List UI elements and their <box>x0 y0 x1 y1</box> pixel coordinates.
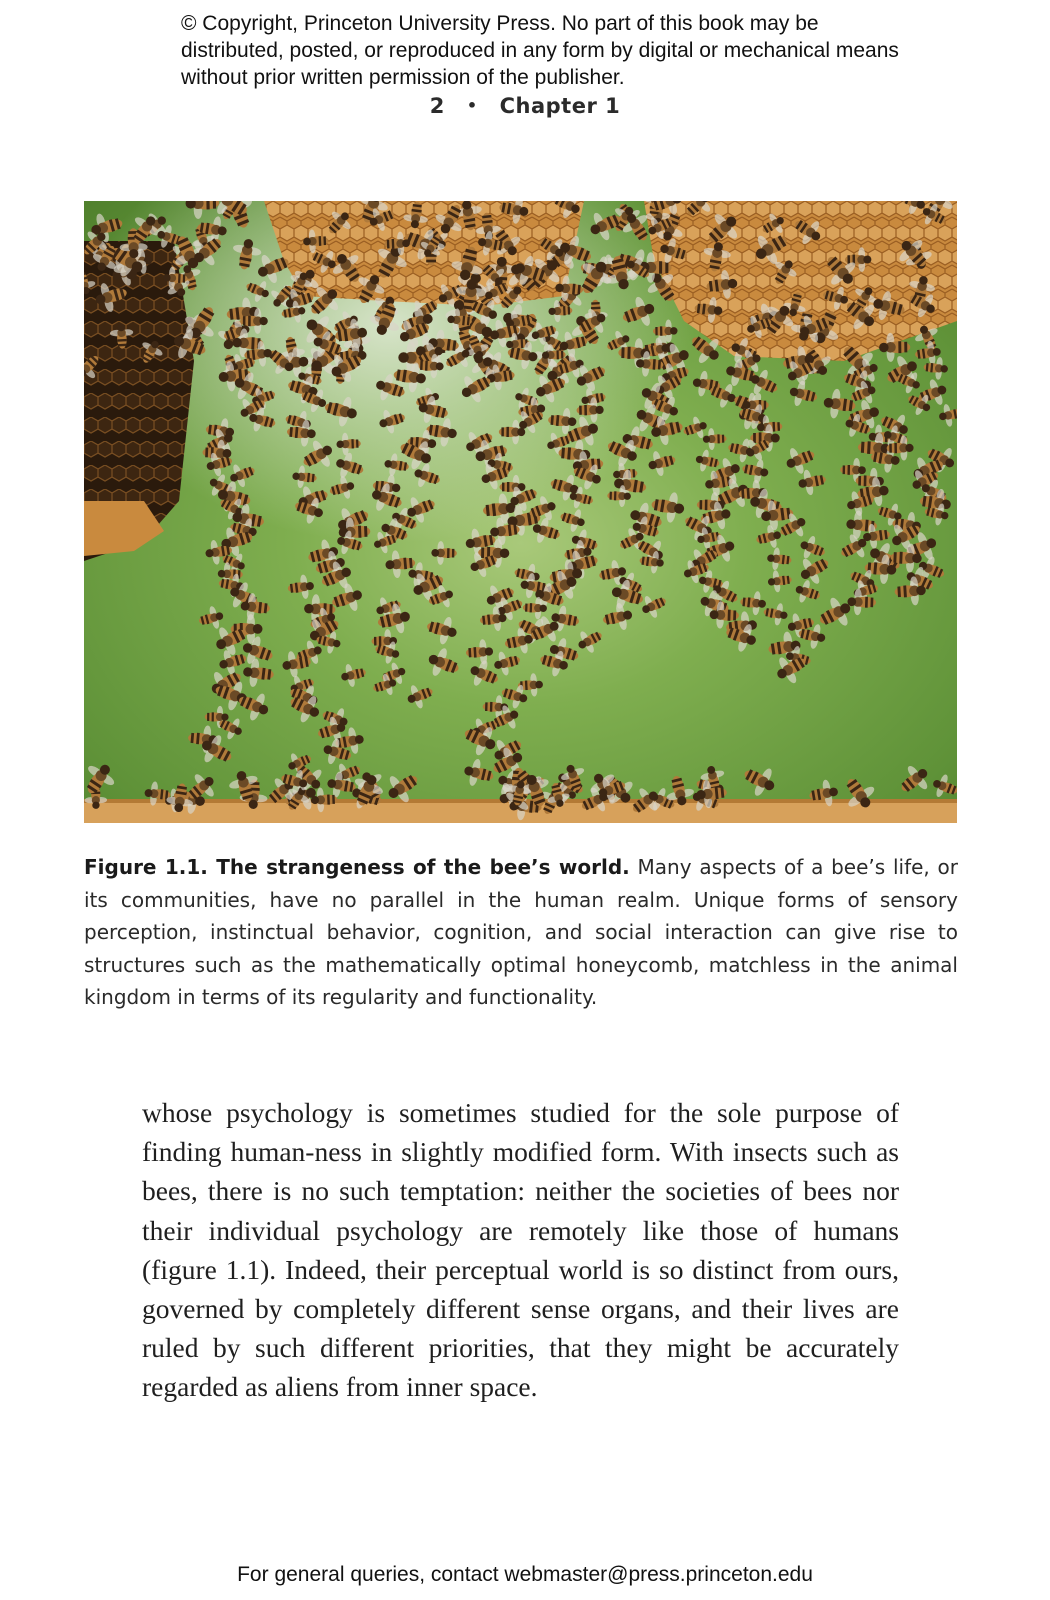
bee-photo-illustration <box>84 201 957 823</box>
figure-photo-bees <box>84 201 957 823</box>
running-head-separator: • <box>466 96 478 115</box>
figure-caption <box>84 851 958 1014</box>
chapter-label: Chapter 1 <box>499 94 621 118</box>
page-number: 2 <box>429 94 445 118</box>
running-head <box>0 94 1050 118</box>
figure-caption-text: Many aspects of a bee’s life, or its communities, have no parallel in the human realm. Unique forms of sensory perception, instinctual behavior, cognition, and social interaction can give rise to structures such as the mathematically optimal honeycomb, matchless in the animal kingdom in terms of its regularity and functionality. <box>84 855 959 1009</box>
figure-caption-title: Figure 1.1. The strangeness of the bee’s world. <box>84 855 630 879</box>
footer-contact: For general queries, contact webmaster@press.princeton.edu <box>237 1563 813 1586</box>
copyright-notice: © Copyright, Princeton University Press. No part of this book may be distributed, posted, or reproduced in any form by digital or mechanical means without prior written permission of the publisher. <box>181 12 899 89</box>
body-paragraph: whose psychology is sometimes studied for the sole purpose of finding human-ness in slightly modified form. With insects such as bees, there is no such temptation: neither the societies of bees nor their individual psychology are remotely like those of humans (figure 1.1). Indeed, their perceptual world is so distinct from ours, governed by completely different sense organs, and their lives are ruled by such different priorities, that they might be accurately regarded as aliens from inner space. <box>142 1097 899 1403</box>
